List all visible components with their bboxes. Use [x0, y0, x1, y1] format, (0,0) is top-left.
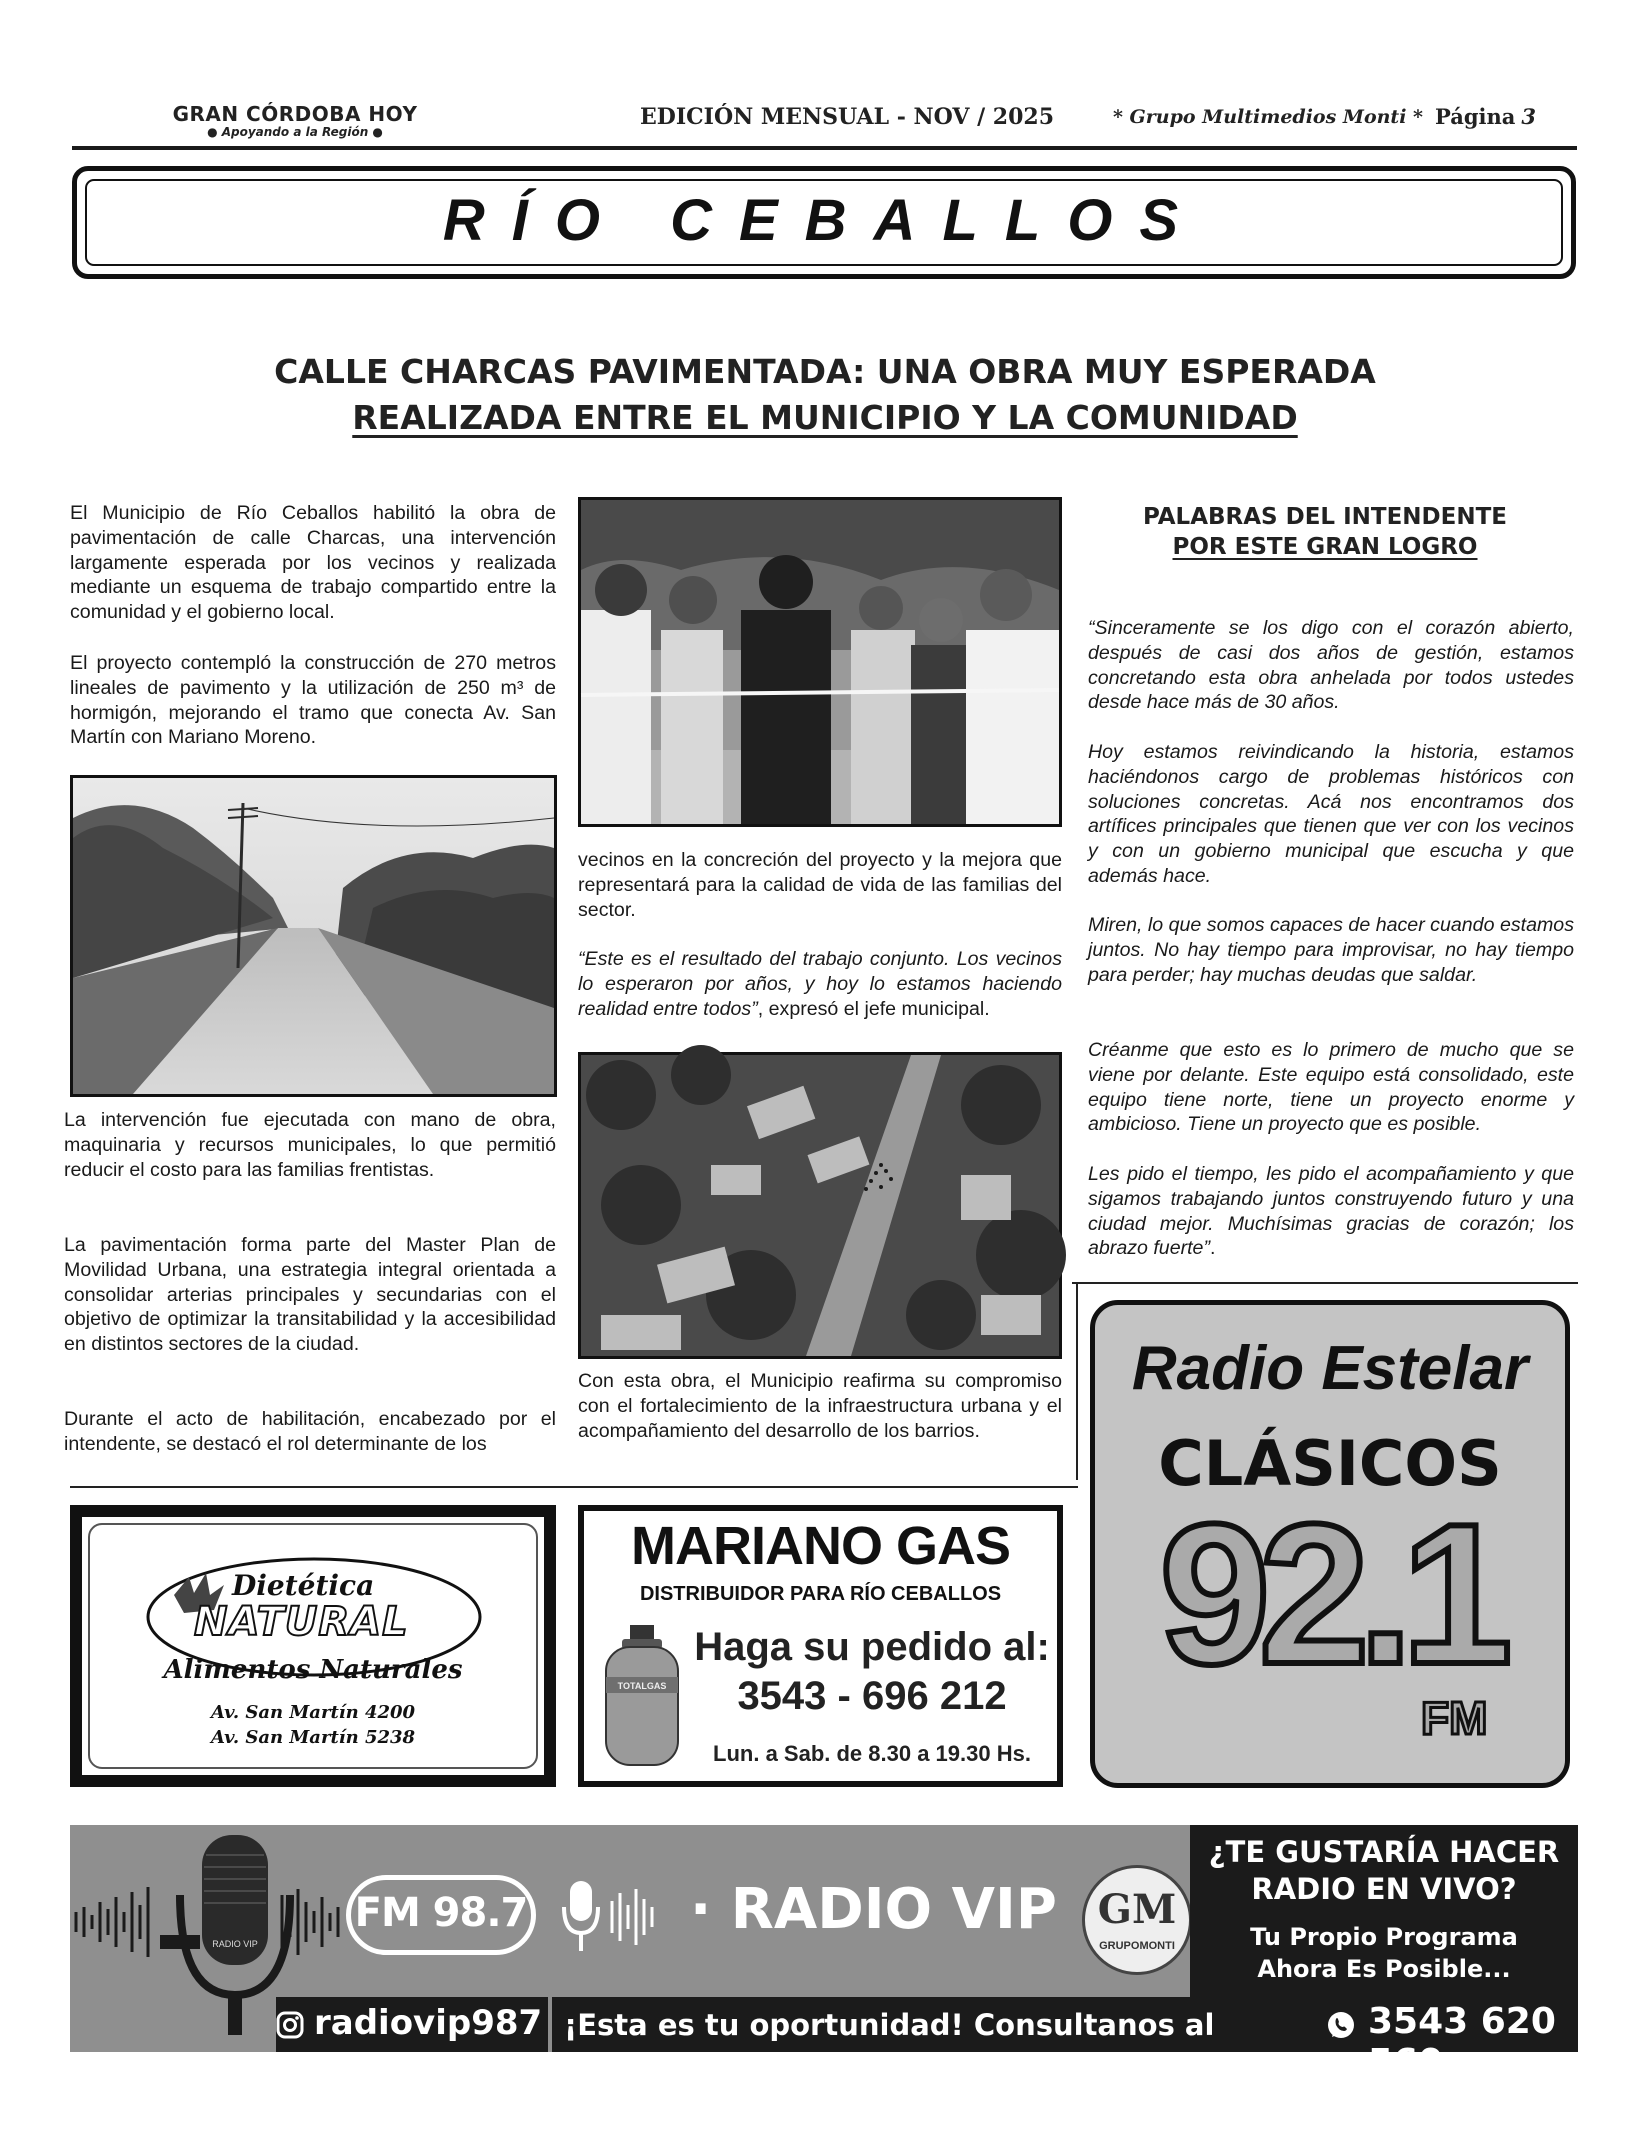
headline-line-1: CALLE CHARCAS PAVIMENTADA: UNA OBRA MUY ESPERADA: [274, 352, 1376, 391]
article-quote: [578, 947, 1062, 1021]
brand-name: GRAN CÓRDOBA HOY: [172, 102, 418, 126]
gas-cylinder-label: TOTALGAS: [617, 1681, 667, 1691]
page-label: Página: [1435, 104, 1516, 129]
grupo-monti-logo-text: GRUPOMONTI: [1099, 1940, 1175, 1952]
article-paragraph-6: vecinos en la concreción del proyecto y la mejora que representará para la calidad de vida de las familias del sector.: [578, 849, 1062, 921]
mariano-gas-hours: Lun. a Sab. de 8.30 a 19.30 Hs.: [713, 1741, 1031, 1766]
radio-estelar-frequency: 92.1: [1159, 1483, 1501, 1706]
microphone-icon: [560, 1875, 670, 1959]
header-rule: [72, 146, 1577, 150]
ribbon-cutting-photo: [578, 497, 1062, 827]
mariano-gas-subtitle: DISTRIBUIDOR PARA RÍO CEBALLOS: [639, 1583, 1002, 1605]
grupo-monti-logo: [1082, 1865, 1192, 1975]
ribbon-cutting-illustration: [581, 500, 1059, 824]
article-paragraph-5: Durante el acto de habilitación, encabezado por el intendente, se destacó el rol determinante de los: [64, 1408, 556, 1455]
sidebar-quote-5-text: Les pido el tiempo, les pido el acompañamiento y que sigamos trabajando juntos construyendo futuro y una ciudad mejor. Muchísimas gracias de corazón; los abrazo fuerte”: [1088, 1163, 1574, 1260]
article-paragraph-3: La intervención fue ejecutada con mano de obra, maquinaria y recursos municipales, lo que permitió reducir el costo para las familias frentistas.: [64, 1109, 556, 1181]
grupo-monti-initials: GM: [1097, 1886, 1177, 1933]
page-number: 3: [1521, 104, 1536, 129]
radio-vip-frequency: FM 98.7: [354, 1890, 528, 1936]
section-banner: [72, 166, 1576, 279]
mariano-gas-phone: 3543 - 696 212: [737, 1674, 1007, 1718]
sidebar-quote-5: [1088, 1162, 1574, 1261]
gas-cylinder-icon: [602, 1621, 682, 1771]
radio-vip-cta: ¡Esta es tu oportunidad! Consultanos al: [564, 2008, 1215, 2042]
radio-vip-phone: 3543 620 560: [1368, 2001, 1556, 2083]
instagram-icon: [276, 2011, 304, 2039]
mayor-quote: “Este es el resultado del trabajo conjunto. Los vecinos lo esperaron por años, y hoy lo estamos haciendo realidad entre todos”: [578, 948, 1062, 1020]
page-indicator: [1435, 104, 1536, 129]
microphone-label: RADIO VIP: [212, 1939, 258, 1949]
radio-vip-instagram-handle: radiovip987: [314, 2003, 543, 2043]
whatsapp-icon: [1326, 2010, 1356, 2040]
sidebar-quote-3: Miren, lo que somos capaces de hacer cuando estamos juntos. No hay tiempo para improvisar, no hay tiempo para perder; hay muchas deudas que saldar.: [1088, 914, 1574, 986]
section-title: RÍO CEBALLOS: [442, 188, 1206, 253]
dietetica-name-1: Dietética: [232, 1569, 375, 1602]
radio-estelar-name: Radio Estelar: [1131, 1334, 1529, 1403]
article-paragraph-1: El Municipio de Río Ceballos habilitó la obra de pavimentación de calle Charcas, una intervención largamente esperada por los vecinos y realizada mediante un esquema de trabajo compartido entre la comunidad y el gobierno local.: [70, 502, 556, 624]
article-paragraph-4: La pavimentación forma parte del Master Plan de Movilidad Urbana, una estrategia integral orientada a consolidar arterias principales y secundarias con el objetivo de optimizar la transitabilidad y la accesibilidad en distintos sectores de la ciudad.: [64, 1234, 556, 1356]
mariano-gas-cta: Haga su pedido al:: [694, 1625, 1050, 1669]
group-label: * Grupo Multimedios Monti *: [1113, 106, 1423, 128]
sidebar-bottom-rule: [1072, 1282, 1578, 1284]
brand-tagline: ● Apoyando a la Región ●: [207, 125, 383, 139]
article-paragraph-2: El proyecto contempló la construcción de 270 metros lineales de pavimento y la utilización de 250 m³ de hormigón, mejorando el tramo que conecta Av. San Martín con Mariano Moreno.: [70, 652, 556, 749]
masthead-brand: [150, 102, 440, 139]
article-paragraph-7: Con esta obra, el Municipio reafirma su compromiso con el fortalecimiento de la infraestructura urbana y el acompañamiento del desarrollo de los barrios.: [578, 1370, 1062, 1442]
dietetica-subtitle: Alimentos Naturales: [163, 1655, 463, 1685]
dietetica-name-2: NATURAL: [194, 1599, 409, 1645]
radio-estelar-band: FM: [1421, 1692, 1488, 1744]
road-photo: [70, 775, 557, 1097]
radio-estelar-ad: [1090, 1300, 1570, 1788]
mariano-gas-title: MARIANO GAS: [631, 1516, 1010, 1576]
dietetica-address-2: Av. San Martín 5238: [210, 1727, 416, 1748]
radio-vip-name: · RADIO VIP: [690, 1877, 1057, 1942]
edition-label: EDICIÓN MENSUAL - NOV / 2025: [640, 104, 1055, 130]
radio-vip-offer-line-2: RADIO EN VIVO?: [1251, 1872, 1517, 1906]
radio-vip-offer-line-3: Tu Propio Programa: [1250, 1923, 1518, 1951]
radio-vip-offer-box: [1190, 1825, 1578, 1997]
sidebar-vertical-rule: [1076, 1282, 1078, 1480]
radio-vip-offer-line-1: ¿TE GUSTARÍA HACER: [1208, 1835, 1560, 1869]
aerial-photo: [578, 1052, 1062, 1359]
contact-bar-divider: [548, 1997, 552, 2052]
sidebar-title: [1090, 502, 1560, 562]
sidebar-title-line-1: PALABRAS DEL INTENDENTE: [1143, 504, 1507, 530]
road-photo-illustration: [73, 778, 554, 1094]
radio-vip-offer-line-4: Ahora Es Posible...: [1257, 1955, 1511, 1983]
radio-vip-ad: [70, 1825, 1578, 2083]
mariano-gas-ad: [578, 1505, 1063, 1787]
radio-vip-frequency-pill: [346, 1875, 536, 1955]
sidebar-quote-2: Hoy estamos reivindicando la historia, estamos haciéndonos cargo de problemas históricos con soluciones concretas. Acá nos encontramos dos artífices principales que tienen que ver con los vecinos y con un gobierno municipal que escucha y que además hace.: [1088, 741, 1574, 887]
radio-estelar-genre: CLÁSICOS: [1158, 1427, 1502, 1500]
sidebar-quote-1: “Sinceramente se los digo con el corazón abierto, después de casi dos años de gestión, estamos concretando esta obra anhelada por todos ustedes desde hace más de 30 años.: [1088, 617, 1574, 714]
aerial-photo-illustration: [581, 1055, 1059, 1356]
mayor-quote-attribution: , expresó el jefe municipal.: [757, 997, 990, 1020]
article-bottom-rule: [70, 1486, 1078, 1488]
sidebar-title-line-2: POR ESTE GRAN LOGRO: [1172, 534, 1478, 560]
sidebar-quote-5-end: .: [1209, 1237, 1216, 1260]
dietetica-address-1: Av. San Martín 4200: [210, 1702, 416, 1723]
sidebar-quote-4: Créanme que esto es lo primero de mucho que se viene por delante. Este equipo está consolidado, este equipo tiene norte, tiene un proyecto enorme y ambicioso. Tiene un proyecto que es posible.: [1088, 1039, 1574, 1136]
headline-line-2: REALIZADA ENTRE EL MUNICIPIO Y LA COMUNIDAD: [352, 398, 1298, 437]
dietetica-ad: [70, 1505, 556, 1787]
radio-vip-contact-bar: [276, 1997, 1578, 2083]
